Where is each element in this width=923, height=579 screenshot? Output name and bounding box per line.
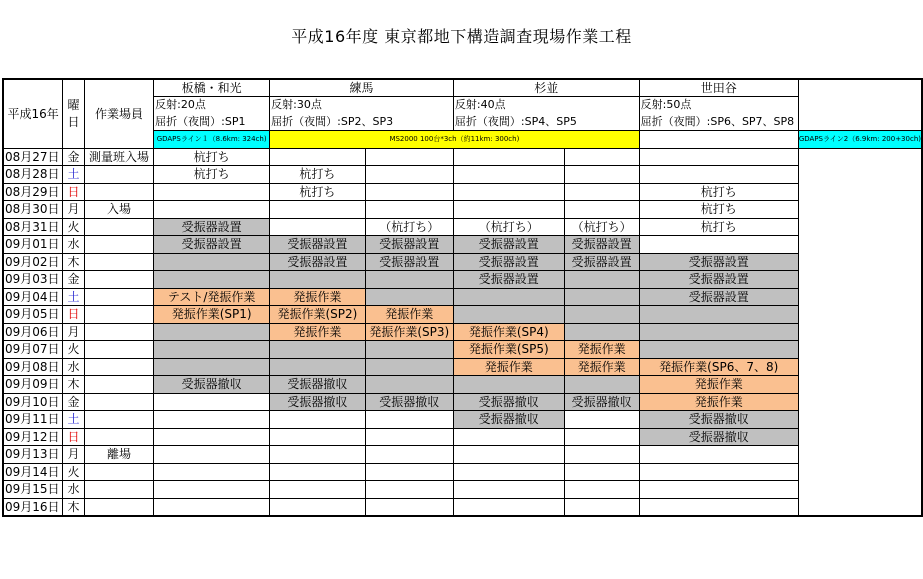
dow-cell: 日: [63, 183, 84, 201]
staff-cell: [84, 236, 153, 254]
schedule-cell: [154, 498, 270, 516]
dow-cell: 金: [63, 271, 84, 289]
schedule-cell: 杭打ち: [639, 183, 798, 201]
staff-cell: [84, 341, 153, 359]
schedule-cell: 受振器設置: [154, 218, 270, 236]
table-row: [3, 166, 922, 184]
table-row: [3, 498, 922, 516]
schedule-cell: [453, 481, 564, 499]
date-cell: 09月02日: [3, 253, 63, 271]
date-cell: 09月10日: [3, 393, 63, 411]
staff-cell: [84, 481, 153, 499]
schedule-cell: [270, 148, 366, 166]
staff-cell: [84, 271, 153, 289]
date-cell: 08月28日: [3, 166, 63, 184]
schedule-cell: [365, 411, 453, 429]
schedule-cell: [453, 183, 564, 201]
dow-cell: 土: [63, 288, 84, 306]
schedule-cell: 受振器設置: [639, 271, 798, 289]
schedule-cell: [453, 428, 564, 446]
schedule-cell: （杭打ち）: [365, 218, 453, 236]
header-dow: 曜日: [63, 79, 84, 148]
staff-cell: [84, 411, 153, 429]
staff-cell: [84, 183, 153, 201]
schedule-cell: 受振器設置: [564, 236, 639, 254]
area-refract-suginami: 屈折（夜間）:SP4、SP5: [453, 114, 639, 131]
date-cell: 09月08日: [3, 358, 63, 376]
date-cell: 09月04日: [3, 288, 63, 306]
staff-cell: [84, 376, 153, 394]
schedule-cell: [564, 323, 639, 341]
schedule-cell: 受振器設置: [639, 288, 798, 306]
area-reflect-nerima: 反射:30点: [270, 97, 454, 114]
schedule-cell: [365, 201, 453, 219]
schedule-cell: [154, 183, 270, 201]
schedule-cell: [453, 306, 564, 324]
schedule-cell: 杭打ち: [639, 201, 798, 219]
date-cell: 09月06日: [3, 323, 63, 341]
table-row: [3, 376, 922, 394]
schedule-cell: [453, 376, 564, 394]
schedule-cell: [154, 201, 270, 219]
dow-cell: 金: [63, 393, 84, 411]
table-row: [3, 288, 922, 306]
schedule-cell: [154, 341, 270, 359]
area-name-setagaya: 世田谷: [639, 79, 798, 97]
table-row: [3, 201, 922, 219]
schedule-cell: [564, 463, 639, 481]
dow-cell: 木: [63, 253, 84, 271]
schedule-cell: [270, 463, 366, 481]
schedule-cell: 受振器撤収: [564, 393, 639, 411]
date-cell: 09月11日: [3, 411, 63, 429]
date-cell: 09月15日: [3, 481, 63, 499]
schedule-cell: 発振作業: [270, 288, 366, 306]
schedule-cell: [453, 201, 564, 219]
area-reflect-suginami: 反射:40点: [453, 97, 639, 114]
table-row: [3, 236, 922, 254]
schedule-cell: 受振器設置: [270, 236, 366, 254]
area-reflect-setagaya: 反射:50点: [639, 97, 798, 114]
schedule-cell: 発振作業: [639, 393, 798, 411]
table-row: [3, 463, 922, 481]
schedule-cell: [270, 446, 366, 464]
date-cell: 08月27日: [3, 148, 63, 166]
schedule-cell: [365, 446, 453, 464]
header-staff: 作業場員: [84, 79, 153, 148]
staff-cell: [84, 393, 153, 411]
area-reflect-itabashi: 反射:20点: [154, 97, 270, 114]
area-refract-setagaya: 屈折（夜間）:SP6、SP7、SP8: [639, 114, 798, 131]
schedule-cell: [564, 148, 639, 166]
schedule-cell: [365, 376, 453, 394]
schedule-cell: 受振器撤収: [270, 393, 366, 411]
table-row: [3, 323, 922, 341]
staff-cell: [84, 306, 153, 324]
schedule-cell: [365, 271, 453, 289]
schedule-cell: [639, 446, 798, 464]
header-date: 平成16年: [3, 79, 63, 148]
schedule-cell: [365, 463, 453, 481]
schedule-cell: 受振器撤収: [365, 393, 453, 411]
schedule-cell: [365, 498, 453, 516]
schedule-cell: [154, 253, 270, 271]
table-row: [3, 393, 922, 411]
schedule-cell: 受振器設置: [365, 236, 453, 254]
date-cell: 09月07日: [3, 341, 63, 359]
staff-cell: [84, 166, 153, 184]
schedule-cell: 杭打ち: [154, 166, 270, 184]
dow-cell: 月: [63, 446, 84, 464]
staff-cell: [84, 463, 153, 481]
dow-cell: 水: [63, 236, 84, 254]
date-cell: 09月13日: [3, 446, 63, 464]
table-row: [3, 358, 922, 376]
staff-cell: 入場: [84, 201, 153, 219]
date-cell: 09月05日: [3, 306, 63, 324]
schedule-cell: 受振器設置: [639, 253, 798, 271]
staff-cell: [84, 218, 153, 236]
schedule-cell: [270, 271, 366, 289]
date-cell: 09月03日: [3, 271, 63, 289]
schedule-cell: [365, 428, 453, 446]
table-row: [3, 411, 922, 429]
schedule-cell: [270, 481, 366, 499]
schedule-cell: 発振作業: [365, 306, 453, 324]
schedule-cell: [154, 358, 270, 376]
schedule-cell: [564, 166, 639, 184]
area-name-itabashi: 板橋・和光: [154, 79, 270, 97]
schedule-cell: [639, 341, 798, 359]
area-refract-nerima: 屈折（夜間）:SP2、SP3: [270, 114, 454, 131]
schedule-cell: 杭打ち: [270, 166, 366, 184]
schedule-cell: [564, 481, 639, 499]
schedule-cell: 発振作業(SP6、7、8): [639, 358, 798, 376]
schedule-cell: [154, 393, 270, 411]
dow-cell: 水: [63, 481, 84, 499]
schedule-cell: 杭打ち: [154, 148, 270, 166]
table-row: [3, 481, 922, 499]
schedule-cell: [270, 201, 366, 219]
schedule-body: [3, 148, 922, 516]
schedule-cell: [639, 498, 798, 516]
schedule-cell: [154, 323, 270, 341]
schedule-cell: [270, 411, 366, 429]
table-row: [3, 148, 922, 166]
schedule-cell: [453, 446, 564, 464]
date-cell: 09月12日: [3, 428, 63, 446]
schedule-cell: 発振作業(SP3): [365, 323, 453, 341]
staff-cell: [84, 428, 153, 446]
table-row: [3, 183, 922, 201]
schedule-cell: [453, 288, 564, 306]
schedule-cell: [365, 481, 453, 499]
staff-cell: 測量班入場: [84, 148, 153, 166]
schedule-cell: [564, 446, 639, 464]
staff-cell: 離場: [84, 446, 153, 464]
schedule-cell: 受振器設置: [453, 236, 564, 254]
dow-cell: 木: [63, 376, 84, 394]
line-label-ms2000: MS2000 100台*3ch（約11km: 300ch): [270, 131, 639, 149]
staff-cell: [84, 253, 153, 271]
schedule-cell: テスト/発振作業: [154, 288, 270, 306]
schedule-cell: [564, 498, 639, 516]
schedule-cell: 発振作業(SP5): [453, 341, 564, 359]
date-cell: 08月29日: [3, 183, 63, 201]
dow-cell: 月: [63, 201, 84, 219]
schedule-cell: [270, 218, 366, 236]
table-row: [3, 271, 922, 289]
schedule-cell: [453, 463, 564, 481]
schedule-cell: 受振器設置: [564, 253, 639, 271]
schedule-cell: [453, 148, 564, 166]
page-title: 平成16年度 東京都地下構造調査現場作業工程: [291, 27, 632, 46]
line-label-gdaps2: GDAPSライン2（6.9km: 200+30ch): [798, 131, 922, 149]
schedule-cell: [154, 446, 270, 464]
date-cell: 09月14日: [3, 463, 63, 481]
schedule-cell: [365, 288, 453, 306]
table-row: [3, 253, 922, 271]
schedule-cell: （杭打ち）: [564, 218, 639, 236]
schedule-cell: [564, 183, 639, 201]
schedule-cell: 受振器設置: [365, 253, 453, 271]
schedule-cell: 杭打ち: [639, 218, 798, 236]
schedule-cell: [270, 358, 366, 376]
dow-cell: 金: [63, 148, 84, 166]
area-refract-itabashi: 屈折（夜間）:SP1: [154, 114, 270, 131]
dow-cell: 月: [63, 323, 84, 341]
schedule-cell: 受振器設置: [154, 236, 270, 254]
schedule-cell: 発振作業(SP1): [154, 306, 270, 324]
schedule-cell: 受振器設置: [453, 271, 564, 289]
schedule-cell: 受振器撤収: [639, 428, 798, 446]
schedule-cell: [365, 166, 453, 184]
schedule-cell: [639, 481, 798, 499]
dow-cell: 火: [63, 341, 84, 359]
table-row: [3, 428, 922, 446]
date-cell: 08月31日: [3, 218, 63, 236]
schedule-cell: 受振器設置: [453, 253, 564, 271]
table-row: [3, 306, 922, 324]
dow-cell: 日: [63, 428, 84, 446]
table-row: [3, 218, 922, 236]
dow-cell: 日: [63, 306, 84, 324]
schedule-cell: [639, 148, 798, 166]
staff-cell: [84, 358, 153, 376]
schedule-cell: [154, 481, 270, 499]
schedule-cell: 発振作業: [564, 341, 639, 359]
schedule-cell: [453, 166, 564, 184]
schedule-cell: 受振器撤収: [270, 376, 366, 394]
date-cell: 09月16日: [3, 498, 63, 516]
table-row: [3, 446, 922, 464]
schedule-cell: [270, 341, 366, 359]
schedule-cell: 受振器撤収: [453, 411, 564, 429]
schedule-cell: （杭打ち）: [453, 218, 564, 236]
dow-cell: 火: [63, 218, 84, 236]
date-cell: 09月09日: [3, 376, 63, 394]
schedule-cell: [154, 428, 270, 446]
line-label-gdaps1: GDAPSライン１（8.6km: 324ch): [154, 131, 270, 149]
schedule-cell: 発振作業(SP4): [453, 323, 564, 341]
schedule-cell: [564, 428, 639, 446]
schedule-cell: 発振作業(SP2): [270, 306, 366, 324]
schedule-table: [2, 78, 923, 517]
schedule-cell: [639, 166, 798, 184]
staff-cell: [84, 498, 153, 516]
schedule-cell: [564, 306, 639, 324]
schedule-cell: 受振器撤収: [453, 393, 564, 411]
schedule-cell: 発振作業: [270, 323, 366, 341]
schedule-cell: [154, 463, 270, 481]
dow-cell: 木: [63, 498, 84, 516]
schedule-cell: 発振作業: [639, 376, 798, 394]
schedule-cell: [639, 306, 798, 324]
date-cell: 08月30日: [3, 201, 63, 219]
schedule-cell: [564, 376, 639, 394]
schedule-cell: [639, 323, 798, 341]
staff-cell: [84, 323, 153, 341]
dow-cell: 土: [63, 411, 84, 429]
schedule-cell: [639, 236, 798, 254]
schedule-cell: [564, 201, 639, 219]
schedule-cell: 受振器撤収: [639, 411, 798, 429]
dow-cell: 土: [63, 166, 84, 184]
staff-cell: [84, 288, 153, 306]
schedule-cell: [365, 148, 453, 166]
schedule-cell: [365, 183, 453, 201]
schedule-cell: 発振作業: [564, 358, 639, 376]
schedule-cell: [564, 271, 639, 289]
dow-cell: 水: [63, 358, 84, 376]
schedule-cell: [564, 411, 639, 429]
schedule-cell: 杭打ち: [270, 183, 366, 201]
schedule-cell: [154, 271, 270, 289]
dow-cell: 火: [63, 463, 84, 481]
area-name-nerima: 練馬: [270, 79, 454, 97]
schedule-cell: 発振作業: [453, 358, 564, 376]
schedule-cell: [639, 463, 798, 481]
schedule-cell: [270, 428, 366, 446]
schedule-cell: [365, 341, 453, 359]
schedule-cell: [154, 411, 270, 429]
table-row: [3, 341, 922, 359]
schedule-cell: 受振器撤収: [154, 376, 270, 394]
area-name-suginami: 杉並: [453, 79, 639, 97]
date-cell: 09月01日: [3, 236, 63, 254]
schedule-cell: [270, 498, 366, 516]
line-label-blank: [639, 131, 798, 149]
schedule-cell: [564, 288, 639, 306]
schedule-cell: [365, 358, 453, 376]
schedule-cell: 受振器設置: [270, 253, 366, 271]
schedule-cell: [453, 498, 564, 516]
